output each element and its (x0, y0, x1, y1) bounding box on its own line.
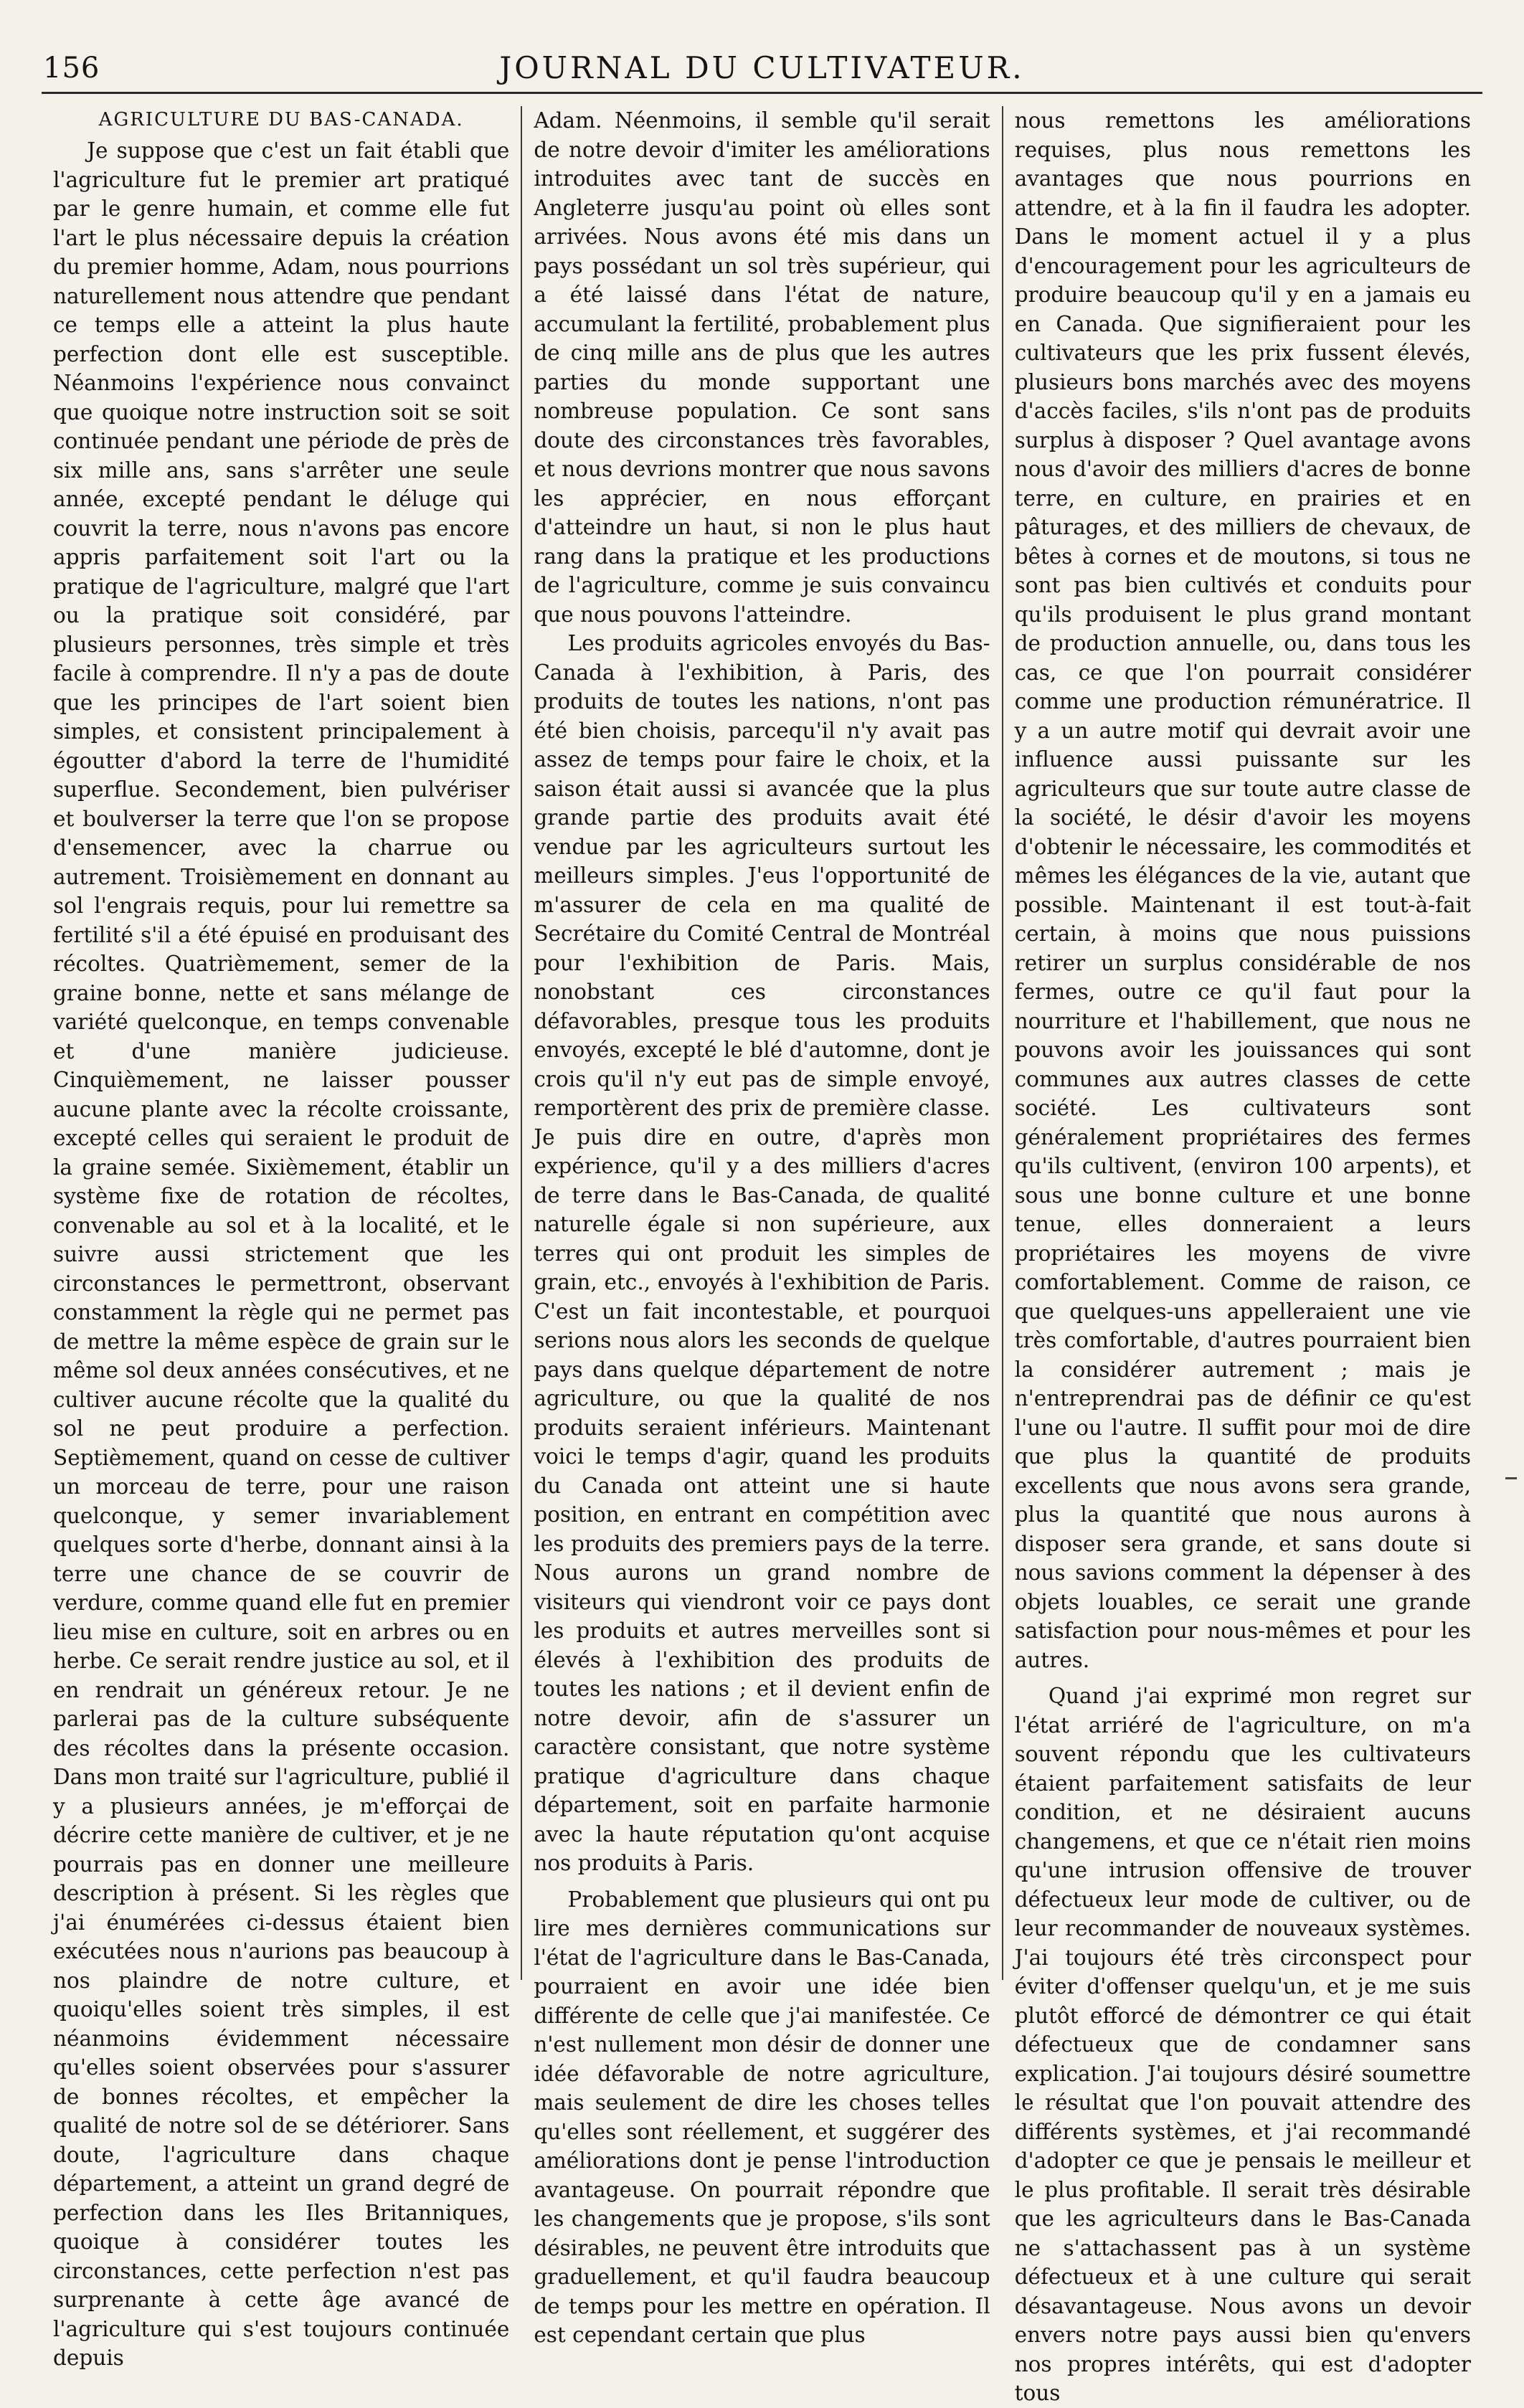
column-3-paragraph-2: Quand j'ai exprimé mon regret sur l'état arriéré de l'agriculture, on m'a souvent répondu que les cultivateurs étaient parfaitement satisfaits de leur condition, et ne désiraient aucuns changemens, et que ce n'était rien moins qu'une intrusion offensive de trouver défectueux leur mode de cultiver, ou de leur recommander de nouveaux systèmes. J'ai toujours été très circonspect pour éviter d'offenser quelqu'un, et je me suis plutôt efforcé de démontrer ce qui était défectueux que de condamner sans explication. J'ai toujours désiré soumettre le résultat que l'on pouvait attendre des différents systèmes, et j'ai recommandé d'adopter ce que je pensais le meilleur et le plus profitable. Il serait très désirable que les agriculteurs dans le Bas-Canada ne s'attachassent pas à un système défectueux et à une culture qui serait désavantageuse. Nous avons un devoir envers notre pays aussi bien qu'envers nos propres intérêts, qui est d'adopter tous (1014, 1684, 1471, 2405)
article-columns (42, 106, 1482, 2405)
column-2-paragraph-1: Adam. Néenmoins, il semble qu'il serait de notre devoir d'imiter les améliorations introduites avec tant de succès en Angleterre jusqu'au point où elles sont arrivées. Nous avons été mis dans un pays possédant un sol très supérieur, qui a été laissé dans l'état de nature, accumulant la fertilité, probablement plus de cinq mille ans de plus que les autres parties du monde supportant une nombreuse population. Ce sont sans doute des circonstances très favorables, et nous devrions montrer que nous savons les apprécier, en nous efforçant d'atteindre un haut, si non le plus haut rang dans la pratique et les productions de l'agriculture, comme je suis convaincu que nous pouvons l'atteindre. (534, 108, 990, 627)
column-2-paragraph-2: Les produits agricoles envoyés du Bas-Canada à l'exhibition, à Paris, des produits de toutes les nations, n'ont pas été bien choisis, parcequ'il n'y avait pas assez de temps pour faire le choix, et la saison était aussi si avancée que la plus grande partie des produits avait été vendue par les agriculteurs surtout les meilleurs simples. J'eus l'opportunité de m'assurer de cela en ma qualité de Secrétaire du Comité Central de Montréal pour l'exhibition de Paris. Mais, nonobstant ces circonstances défavorables, presque tous les produits envoyés, excepté le blé d'automne, dont je crois qu'il n'y eut pas de simple envoyé, remportèrent des prix de première classe. Je puis dire en outre, d'après mon expérience, qu'il y a des milliers d'acres de terre dans le Bas-Canada, de qualité naturelle égale si non supérieure, aux terres qui ont produit les simples de grain, etc., envoyés à l'exhibition de Paris. C'est un fait incontestable, et pourquoi serions nous alors les seconds de quelque pays dans quelque département de notre agriculture, ou que la qualité de nos produits seraient inférieurs. Maintenant voici le temps d'agir, quand les produits du Canada ont atteint une si haute position, en entrant en compétition avec les produits des premiers pays de la terre. Nous aurons un grand nombre de visiteurs qui viendront voir ce pays dont les produits et autres merveilles sont si élevés à l'exhibition des produits de toutes les nations ; et il devient enfin de notre devoir, afin de s'assurer un caractère consistant, que notre système pratique d'agriculture dans chaque département, soit en parfaite harmonie avec la haute réputation qu'ont acquise nos produits à Paris. (534, 631, 990, 1875)
column-1-paragraph-1: Je suppose que c'est un fait établi que l'agriculture fut le premier art pratiqué par le genre humain, et comme elle fut l'art le plus nécessaire depuis la création du premier homme, Adam, nous pourrions naturellement nous attendre que pendant ce temps elle a atteint la plus haute perfection dont elle est susceptible. Néanmoins l'expérience nous convainct que quoique notre instruction soit se soit continuée pendant une période de près de six mille ans, sans s'arrêter une seule année, excepté pendant le déluge qui couvrit la terre, nous n'avons pas encore appris parfaitement soit l'art ou la pratique de l'agriculture, malgré que l'art ou la pratique soit considéré, par plusieurs personnes, très simple et très facile à comprendre. Il n'y a pas de doute que les principes de l'art soient bien simples, et consistent principalement à égoutter d'abord la terre de l'humidité superflue. Secondement, bien pulvériser et boulverser la terre que l'on se propose d'ensemencer, avec la charrue ou autrement. Troisièmement en donnant au sol l'engrais requis, pour lui remettre sa fertilité s'il a été épuisé en produisant des récoltes. Quatrièmement, semer de la graine bonne, nette et sans mélange de variété quelconque, en temps convenable et d'une manière judicieuse. Cinquièmement, ne laisser pousser aucune plante avec la récolte croissante, excepté celles qui seraient le produit de la graine semée. Sixièmement, établir un système fixe de rotation de récoltes, convenable au sol et à la localité, et le suivre aussi strictement que les circonstances le permettront, observant constamment la règle qui ne permet pas de mettre la même espèce de grain sur le même sol deux années consécutives, et ne cultiver aucune récolte que la qualité du sol ne peut produire a perfection. Septièmement, quand on cesse de cultiver un morceau de terre, pour une raison quelconque, y semer invariablement quelques sorte d'herbe, donnant ainsi à la terre une chance de se couvrir de verdure, comme quand elle fut en premier lieu mise en culture, soit en arbres ou en herbe. Ce serait rendre justice au sol, et il en rendrait un généreux retour. Je ne parlerai pas de la culture subséquente des récoltes dans la présente occasion. Dans mon traité sur l'agriculture, publié il y a plusieurs années, je m'efforçai de décrire cette manière de cultiver, et je ne pourrais pas en donner une meilleure description à présent. Si les règles que j'ai énumérées ci-dessus étaient bien exécutées nous n'aurions pas beaucoup à nos plaindre de notre culture, et quoiqu'elles soient très simples, il est néanmoins évidemment nécessaire qu'elles soient observées pour s'assurer de bonnes récoltes, et empêcher la qualité de notre sol de se détériorer. Sans doute, l'agriculture dans chaque département, a atteint un grand degré de perfection dans les Iles Britanniques, quoique à considérer toutes les circonstances, cette perfection n'est pas surprenante à cette âge avancé de l'agriculture qui s'est toujours continuée depuis (53, 138, 510, 2370)
header-rule (42, 92, 1482, 94)
column-3 (1002, 106, 1482, 2405)
page-number: 156 (43, 52, 100, 85)
column-2-paragraph-3: Probablement que plusieurs qui ont pu lire mes dernières communications sur l'état de l'agriculture dans le Bas-Canada, pourraient en avoir une idée bien différente de celle que j'ai manifestée. Ce n'est nullement mon désir de donner une idée défavorable de notre agriculture, mais seulement de dire les choses telles qu'elles sont réellement, et suggérer des améliorations dont je pense l'introduction avantageuse. On pourrait répondre que les changements que je propose, s'ils sont désirables, ne peuvent être introduits que graduellement, et qu'il faudra beaucoup de temps pour les mettre en opération. Il est cependant certain que plus (534, 1887, 990, 2347)
margin-mark (1505, 1477, 1517, 1479)
column-3-paragraph-1: nous remettons les améliorations requises, plus nous remettons les avantages que nous pourrions en attendre, et à la fin il faudra les adopter. Dans le moment actuel il y a plus d'encouragement pour les agriculteurs de produire beaucoup qu'il y en a jamais eu en Canada. Que signifieraient pour les cultivateurs que les prix fussent élevés, plusieurs bons marchés avec des moyens d'accès faciles, s'ils n'ont pas de produits surplus à disposer ? Quel avantage avons nous d'avoir des milliers d'acres de bonne terre, en culture, en prairies et en pâturages, et des milliers de chevaux, de bêtes à cornes et de moutons, si tous ne sont pas bien cultivés et conduits pour qu'ils produisent le plus grand montant de production annuelle, ou, dans tous les cas, ce que l'on pourrait considérer comme une production rémunératrice. Il y a un autre motif qui devrait avoir une influence aussi puissante sur les agriculteurs que sur toute autre classe de la société, le désir d'avoir les moyens d'obtenir le nécessaire, les commodités et mêmes les élégances de la vie, autant que possible. Maintenant il est tout-à-fait certain, à moins que nous puissions retirer un surplus considérable de nos fermes, outre ce qu'il faut pour la nourriture et l'habillement, que nous ne pouvons avoir les jouissances qui sont communes aux autres classes de cette société. Les cultivateurs sont généralement propriétaires des fermes qu'ils cultivent, (environ 100 arpents), et sous une bonne culture et une bonne tenue, elles donneraient a leurs propriétaires les moyens de vivre comfortablement. Comme de raison, ce que quelques-uns appelleraient une vie très comfortable, d'autres pourraient bien la considérer autrement ; mais je n'entreprendrai pas de définir ce qu'est l'une ou l'autre. Il suffit pour moi de dire que plus la quantité de produits excellents que nous avons sera grande, plus la quantité que nous aurons à disposer sera grande, et sans doute si nous savions comment la dépenser à des objets louables, ce serait une grande satisfaction pour nous-mêmes et pour les autres. (1014, 108, 1471, 1672)
column-2 (521, 106, 1001, 2347)
section-heading: AGRICULTURE DU BAS-CANADA. (98, 109, 464, 131)
column-1 (42, 106, 521, 2370)
journal-title: JOURNAL DU CULTIVATEUR. (499, 50, 1025, 85)
